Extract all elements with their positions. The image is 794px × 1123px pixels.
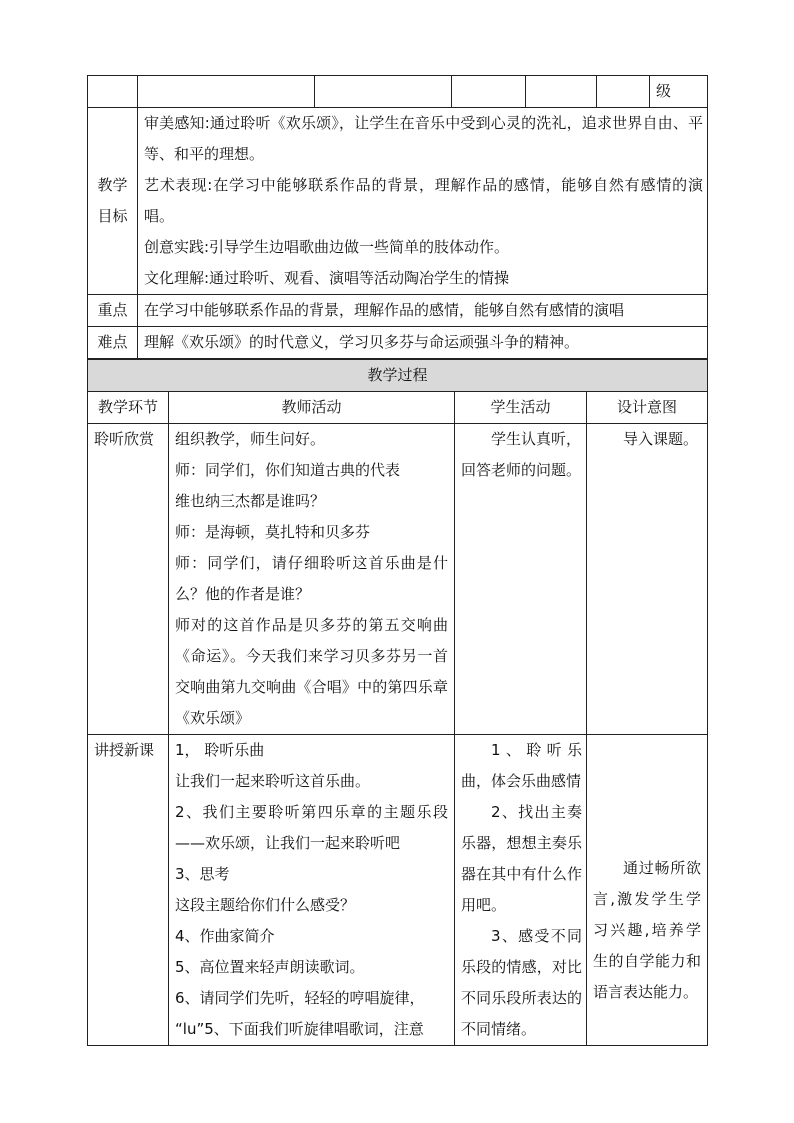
teaching-process-table	[87, 359, 708, 1046]
goals-label: 教学目标	[88, 108, 138, 295]
stage-cell: 讲授新课	[88, 735, 169, 1046]
header-intent: 设计意图	[587, 392, 708, 424]
design-intent-cell: 导入课题。	[587, 424, 708, 735]
teacher-activity-cell: 1， 聆听乐曲 让我们一起来聆听这首乐曲。 2、我们主要聆听第四乐章的主题乐段——欢乐颂，让我们一起来聆听吧 3、思考 这段主题给你们什么感受？ 4、作曲家简介 5、高位置来轻声朗读歌词。 6、请同学们先听，轻轻的哼唱旋律， “lu”5、下面我们听旋律唱歌词，注意	[169, 735, 455, 1046]
key-point-label: 重点	[88, 295, 138, 327]
key-point-text: 在学习中能够联系作品的背景，理解作品的感情，能够自然有感情的演唱	[138, 295, 708, 327]
goals-row	[88, 108, 708, 295]
goal-culture: 文化理解:通过聆听、观看、演唱等活动陶冶学生的情操	[144, 269, 510, 287]
goal-creative: 创意实践:引导学生边唱歌曲边做一些简单的肢体动作。	[144, 238, 510, 256]
stage-cell: 聆听欣赏	[88, 424, 169, 735]
lesson-goals-table	[87, 75, 708, 359]
student-activity-cell: 1、聆听乐曲，体会乐曲感情 2、找出主奏乐器，想想主奏乐器在其中有什么作用吧。 3、感受不同乐段的情感，对比不同乐段所表达的不同情绪。	[455, 735, 587, 1046]
header-row	[88, 76, 708, 108]
teacher-activity-cell: 组织教学，师生问好。 师：同学们，你们知道古典的代表 维也纳三杰都是谁吗？ 师：是海顿，莫扎特和贝多芬 师：同学们，请仔细聆听这首乐曲是什么？他的作者是谁？ 师对的这首作品是贝多芬的第五交响曲《命运》。今天我们来学习贝多芬另一首交响曲第九交响曲《合唱》中的第四乐章《欢乐颂》	[169, 424, 455, 735]
header-teacher: 教师活动	[169, 392, 455, 424]
goal-aesthetic: 审美感知:通过聆听《欢乐颂》，让学生在音乐中受到心灵的洗礼，追求世界自由、平等、和平的理想。	[144, 114, 703, 163]
header-student: 学生活动	[455, 392, 587, 424]
student-activity-cell: 学生认真听，回答老师的问题。	[455, 424, 587, 735]
key-point-row	[88, 295, 708, 327]
difficulty-label: 难点	[88, 327, 138, 359]
goals-content	[138, 108, 708, 295]
process-header-row	[88, 392, 708, 424]
grade-cell: 级	[650, 76, 708, 108]
header-stage: 教学环节	[88, 392, 169, 424]
process-title: 教学过程	[88, 360, 708, 392]
process-row-new-lesson	[88, 735, 708, 1046]
design-intent-cell: 通过畅所欲言,激发学生学习兴趣,培养学生的自学能力和语言表达能力。	[587, 735, 708, 1046]
process-title-row	[88, 360, 708, 392]
process-row-listening	[88, 424, 708, 735]
difficulty-text: 理解《欢乐颂》的时代意义，学习贝多芬与命运顽强斗争的精神。	[138, 327, 708, 359]
difficulty-row	[88, 327, 708, 359]
goal-expression: 艺术表现:在学习中能够联系作品的背景，理解作品的感情，能够自然有感情的演唱。	[144, 176, 703, 225]
